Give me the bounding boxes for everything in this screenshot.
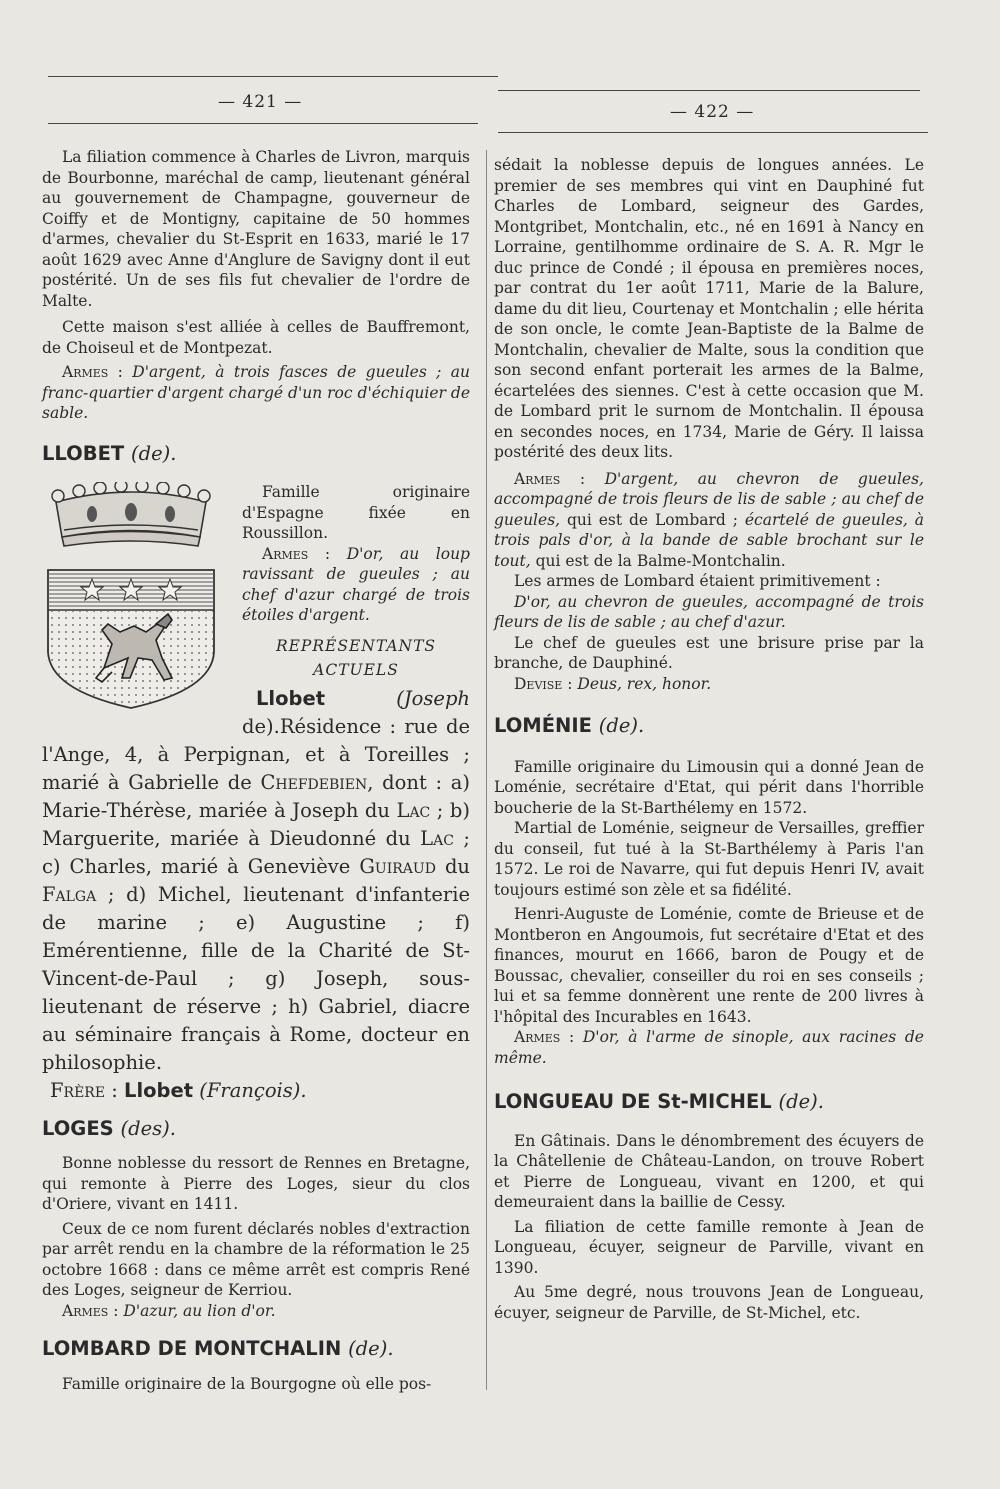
heading-loges: LOGES (des). [42, 1116, 176, 1140]
paragraph: Martial de Loménie, seigneur de Versailles, greffier du conseil, fut tué à la St-Barthélemy à Paris l'an 1572. Le roi de Navarre, qui fut depuis Henri IV, avait toujours estimé son zèle et sa fidélité. [494, 819, 924, 899]
armes-text: D'or, au loup ravissant de gueules ; au chef d'azur chargé de trois étoiles d'argent. [242, 544, 470, 624]
armes-label: Armes : [514, 469, 586, 488]
armes-label: Armes : [514, 1028, 575, 1046]
coat-of-arms-llobet [42, 482, 220, 712]
armes-text: D'argent, à trois fasces de gueules ; au franc-quartier d'argent chargé d'un roc d'échiquier de sable. [42, 363, 470, 422]
page-number-right: — 422 — [670, 102, 755, 122]
actuels-heading: ACTUELS [313, 661, 399, 679]
rule-under-number-right [498, 132, 928, 133]
representant-entry: Llobet (Joseph de).Résidence : rue de l'Ange, 4, à Perpignan, et à Toreilles ; marié à Gabrielle de Chefdebien, dont : a) Marie-Thérèse, mariée à Joseph du Lac ; b) Marguerite, mariée à Dieudonné du Lac ; c) Charles, marié à Geneviève Guiraud du Falga ; d) Michel, lieutenant d'infanterie de marine ; e) Augustine ; f) Emérentienne, fille de la Charité de St-Vincent-de-Paul ; g) Joseph, sous-lieutenant de réserve ; h) Gabriel, diacre au séminaire français à Rome, docteur en philosophie. [42, 686, 470, 1074]
paragraph: Henri-Auguste de Loménie, comte de Brieuse et de Montberon en Angoumois, fut secrétaire d'Etat et des finances, mourut en 1666, baron de Pougy et de Boussac, chevalier, conseiller du roi en ses conseils ; lui et sa femme donnèrent une rente de 200 livres à l'hôpital des Incurables en 1643. [494, 905, 924, 1026]
armes-line [494, 1027, 924, 1068]
page-number-left: — 421 — [218, 92, 303, 112]
representants-heading: REPRÉSENTANTS [275, 636, 437, 655]
armes-label: Armes : [62, 363, 123, 381]
paragraph: Famille originaire d'Espagne fixée en Roussillon. [242, 483, 470, 542]
right-column [494, 155, 924, 1323]
paragraph: La filiation de cette famille remonte à Jean de Longueau, écuyer, seigneur de Parville, vivant en 1390. [494, 1217, 924, 1277]
heading-lomenie: LOMÉNIE (de). [494, 714, 645, 737]
paragraph: sédait la noblesse depuis de longues années. Le premier de ses membres qui vint en Dauphiné fut Charles de Lombard, seigneur des Gardes, Montgribet, Montchalin, etc., né en 1691 à Nancy en Lorraine, gentilhomme ordinaire de S. A. R. Mgr le duc prince de Condé ; il épousa en premières noces, par contrat du 1er août 1711, Marie de la Balure, dame du dit lieu, Courtenay et Montchalin ; elle hérita de son oncle, le comte Jean-Baptiste de la Balme de Montchalin, chevalier de Malte, sous la condition que son second enfant porterait les armes de la Balme, écartelées des siennes. C'est à cette occasion que M. de Lombard prit le surnom de Montchalin. Il épousa en secondes noces, en 1734, Marie de Géry. Il laissa postérité des deux lits. [494, 156, 924, 461]
paragraph: Les armes de Lombard étaient primitivement : [514, 572, 881, 590]
devise-text: Deus, rex, honor. [577, 674, 712, 693]
coat-of-arms-icon [42, 482, 220, 712]
paragraph: Cette maison s'est alliée à celles de Bauffremont, de Choiseul et de Montpezat. [42, 318, 470, 357]
heading-lombard: LOMBARD DE MONTCHALIN (de). [42, 1337, 394, 1360]
armes-line: Armes : D'argent, au chevron de gueules, accompagné de trois fleurs de lis de sable ; au chef de gueules, qui est de Lombard ; écartelé de gueules, à trois pals d'or, à la bande de sable brochant sur le tout, qui est de la Balme-Montchalin. [494, 469, 924, 570]
armes-label: Armes : [62, 1301, 119, 1320]
frere-line: Frère : Llobet (François). [50, 1078, 307, 1102]
top-rule-left [48, 76, 498, 77]
paragraph: Le chef de gueules est une brisure prise par la branche, de Dauphiné. [494, 633, 924, 672]
paragraph: En Gâtinais. Dans le dénombrement des écuyers de la Châtellenie de Château-Landon, on trouve Robert et Pierre de Longueau, vivant en 1200, et qui demeuraient dans la baillie de Cessy. [494, 1131, 924, 1211]
paragraph: Bonne noblesse du ressort de Rennes en Bretagne, qui remonte à Pierre des Loges, sieur du clos d'Oriere, vivant en 1411. [42, 1154, 470, 1213]
armes-text: D'azur, au lion d'or. [123, 1301, 276, 1320]
devise-label: Devise : [514, 674, 573, 693]
armes-text: D'or, à l'arme de sinople, aux racines de même. [494, 1028, 924, 1067]
paragraph: Famille originaire du Limousin qui a donné Jean de Loménie, secrétaire d'Etat, qui périt dans l'horrible boucherie de la St-Barthélemy en 1572. [494, 757, 924, 817]
armes-line [42, 1301, 470, 1322]
paragraph: La filiation commence à Charles de Livron, marquis de Bourbonne, maréchal de camp, lieutenant général au gouvernement de Champagne, gouverneur de Coiffy et de Montigny, capitaine de 50 hommes d'armes, chevalier du St-Esprit en 1633, marié le 17 août 1629 avec Anne d'Anglure de Savigny dont il eut postérité. Un de ses fils fut chevalier de l'ordre de Malte. [42, 148, 470, 310]
rule-under-number-left [48, 123, 478, 124]
paragraph: Au 5me degré, nous trouvons Jean de Longueau, écuyer, seigneur de Parville, de St-Michel, etc. [494, 1283, 924, 1322]
left-column [42, 147, 470, 1394]
devise-line [494, 674, 924, 695]
armes-label: Armes : [262, 544, 331, 563]
heading-llobet: LLOBET (de). [42, 441, 177, 465]
top-rule-right [498, 90, 920, 91]
column-divider [486, 150, 487, 1390]
paragraph: Famille originaire de la Bourgogne où elle pos- [62, 1374, 432, 1393]
paragraph: Ceux de ce nom furent déclarés nobles d'extraction par arrêt rendu en la chambre de la réformation le 25 octobre 1668 : dans ce même arrêt est compris René des Loges, seigneur de Kerriou. [42, 1219, 470, 1299]
heading-longueau: LONGUEAU DE St-MICHEL (de). [494, 1090, 824, 1113]
armes-line [42, 362, 470, 424]
paragraph-italic: D'or, au chevron de gueules, accompagné de trois fleurs de lis de sable ; au chef d'azur. [494, 592, 924, 631]
